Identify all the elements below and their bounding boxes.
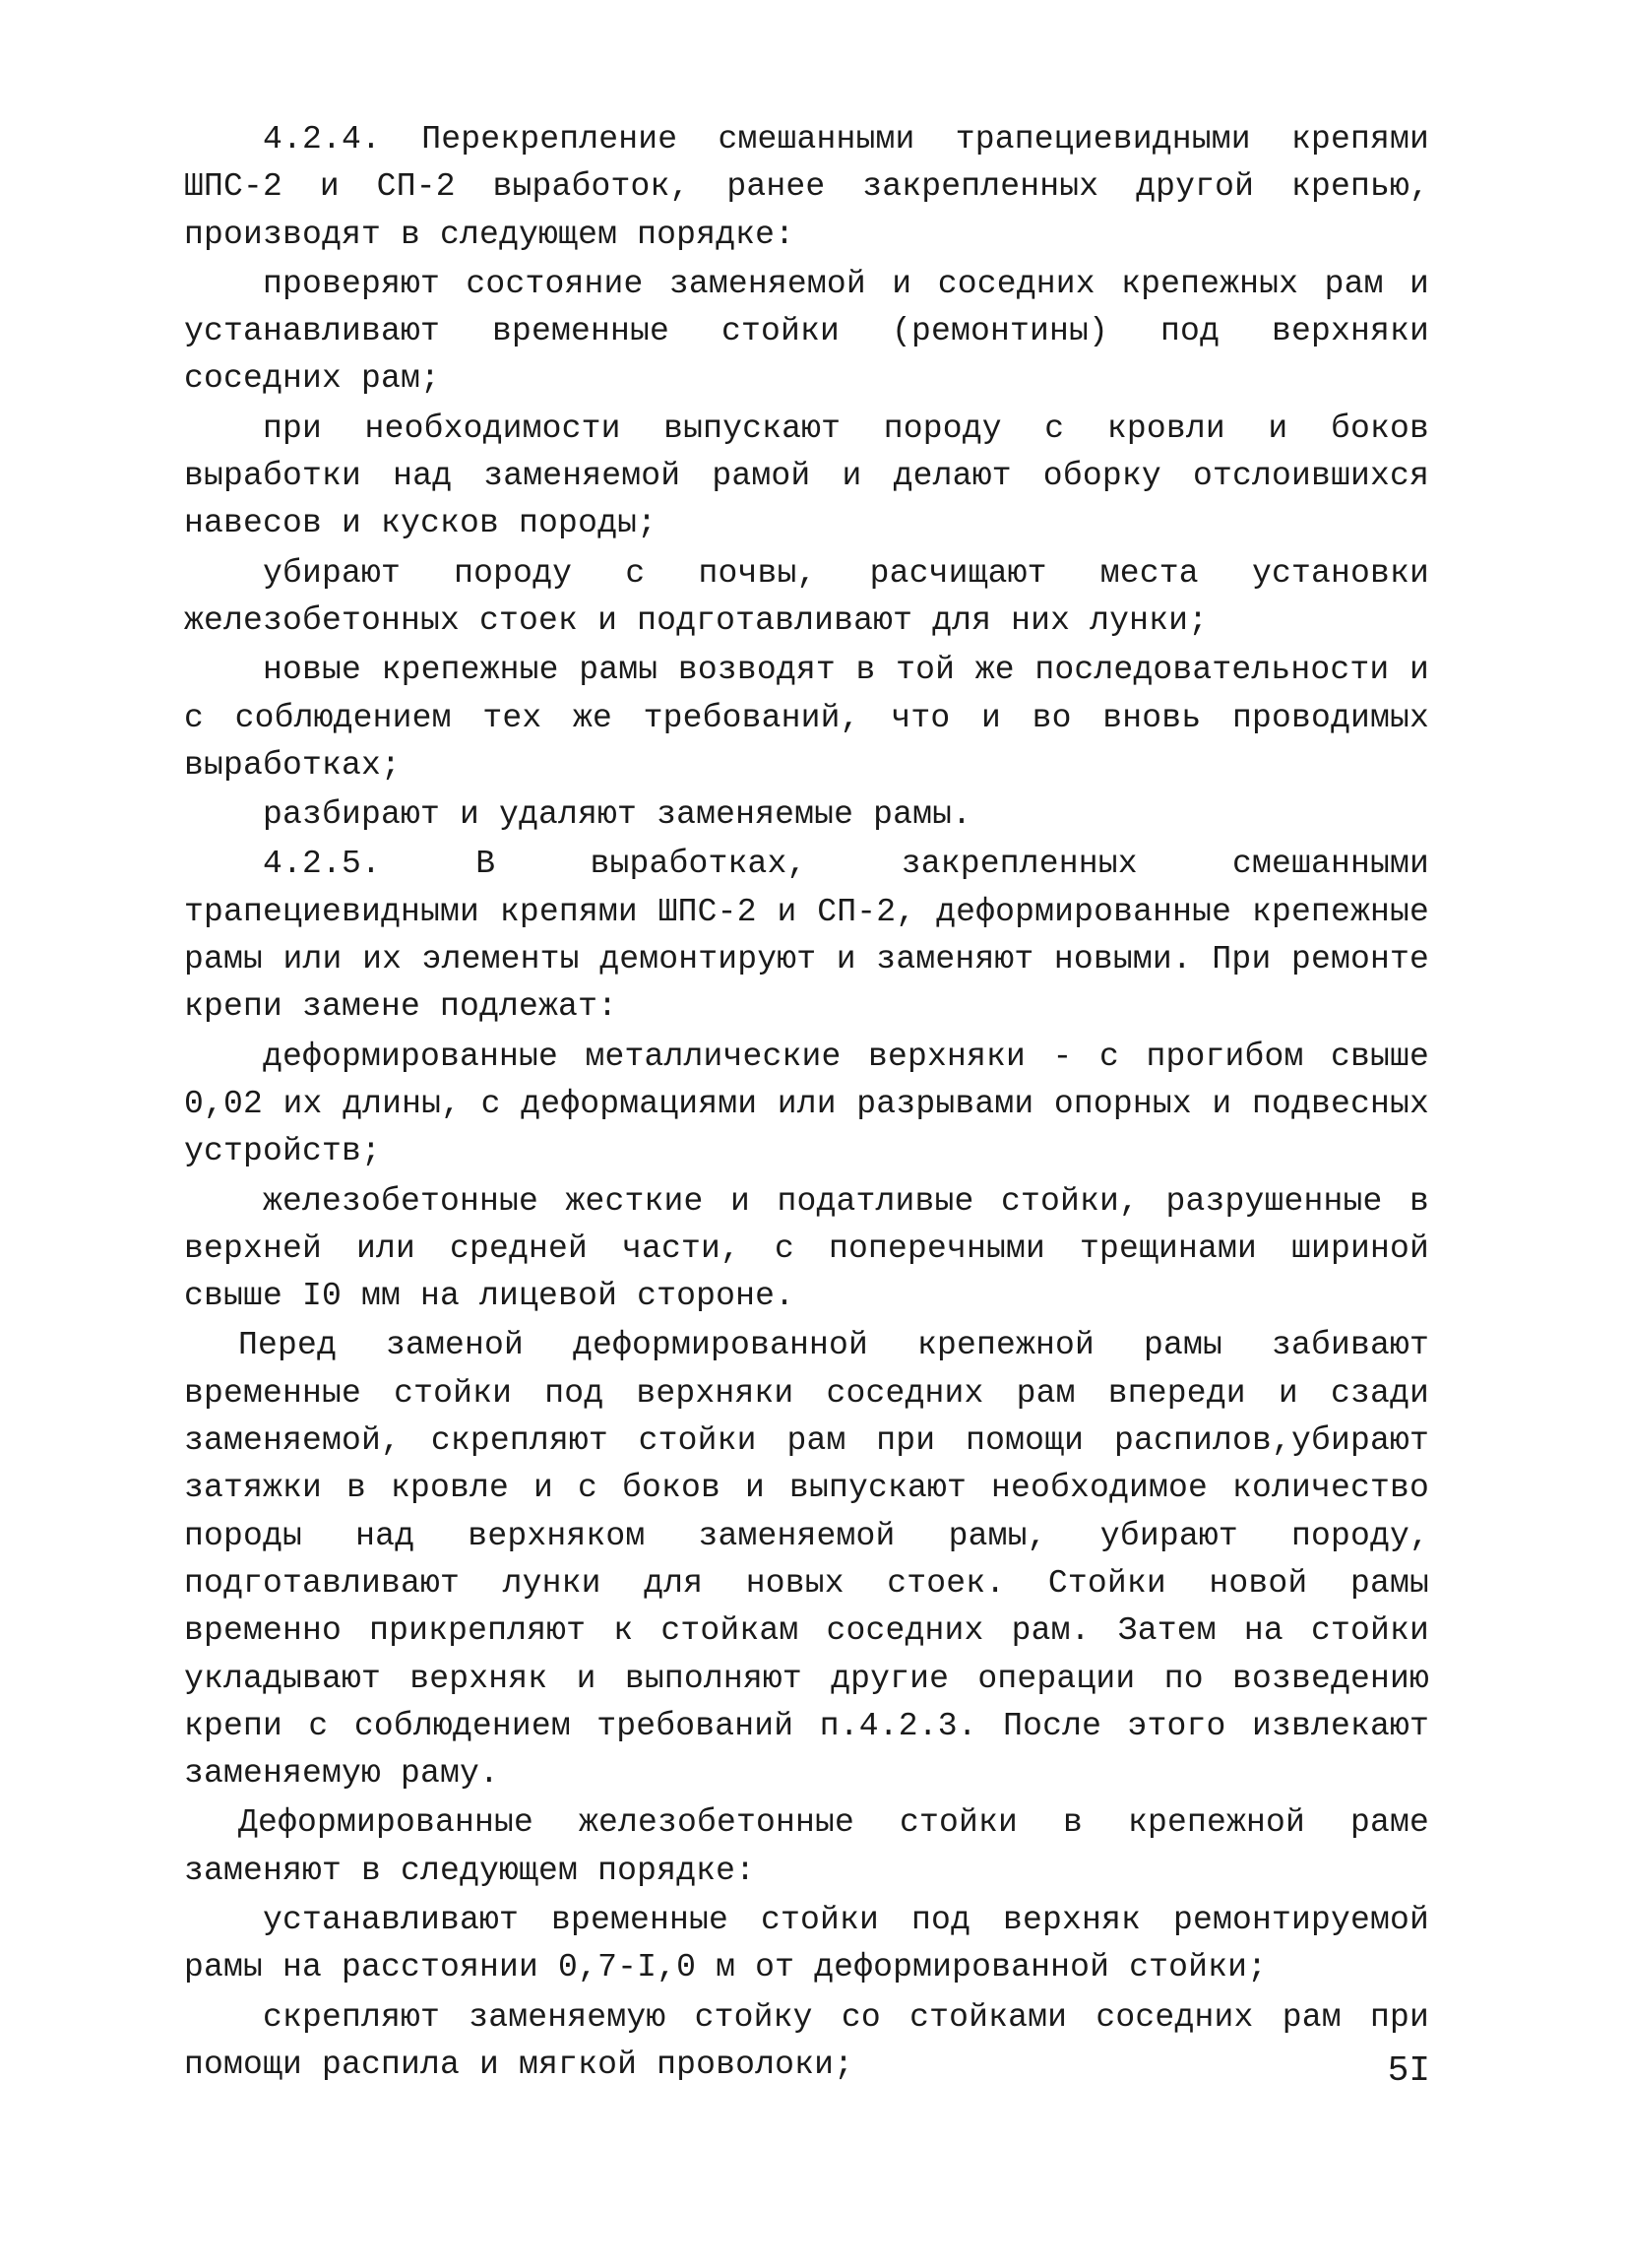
page-number: 5I — [1387, 2050, 1430, 2091]
paragraph-fasten-prop: скрепляют заменяемую стойку со стойками соседних рам при помощи распила и мягкой проволоки; — [184, 1998, 1429, 2083]
paragraph-remove-frames: разбирают и удаляют заменяемые рамы. — [263, 796, 972, 834]
paragraph-deformed-caps: деформированные металлические верхняки - с прогибом свыше 0,02 их длины, с деформациями или разрывами опорных и подвесных устройств; — [184, 1038, 1429, 1170]
paragraph-new-frames: новые крепежные рамы возводят в той же последовательности и с соблюдением тех же требований, что и во вновь проводимых выработках; — [184, 652, 1429, 784]
paragraph-frame-replacement: Перед заменой деформированной крепежной рамы забивают временные стойки под верхняки соседних рам впереди и сзади заменяемой, скрепляют стойки рам при помощи распилов,убирают затяжки в кровле и с боков и выпускают необходимое количество породы над верхняком заменяемой рамы, убирают породу, подготавливают лунки для новых стоек. Стойки новой рамы временно прикрепляют к стойкам соседних рам. Затем на стойки укладывают верхняк и выполняют другие операции по возведению крепи с соблюдением требований п.4.2.3. После этого извлекают заменяемую раму. — [184, 1327, 1429, 1793]
paragraph-prop-replacement-intro: Деформированные железобетонные стойки в крепежной раме заменяют в следующем порядке: — [184, 1804, 1429, 1889]
paragraph-4-2-5: 4.2.5. В выработках, закрепленных смешанными трапециевидными крепями ШПС-2 и СП-2, деформированные крепежные рамы или их элементы демонтируют и заменяют новыми. При ремонте крепи замене подлежат: — [184, 846, 1429, 1026]
paragraph-temporary-props: устанавливают временные стойки под верхняк ремонтируемой рамы на расстоянии 0,7-I,0 м от деформированной стойки; — [184, 1901, 1429, 1986]
paragraph-release-rock: при необходимости выпускают породу с кровли и боков выработки над заменяемой рамой и делают оборку отслоившихся навесов и кусков породы; — [184, 410, 1429, 542]
body-text — [184, 116, 1429, 2091]
paragraph-concrete-props: железобетонные жесткие и податливые стойки, разрушенные в верхней или средней части, с поперечными трещинами шириной свыше I0 мм на лицевой стороне. — [184, 1182, 1429, 1315]
paragraph-clear-floor: убирают породу с почвы, расчищают места установки железобетонных стоек и подготавливают для них лунки; — [184, 554, 1429, 639]
paragraph-4-2-4: 4.2.4. Перекрепление смешанными трапециевидными крепями ШПС-2 и СП-2 выработок, ранее закрепленных другой крепью, производят в следующем порядке: — [184, 121, 1429, 253]
paragraph-check-frames: проверяют состояние заменяемой и соседних крепежных рам и устанавливают временные стойки (ремонтины) под верхняки соседних рам; — [184, 265, 1429, 398]
